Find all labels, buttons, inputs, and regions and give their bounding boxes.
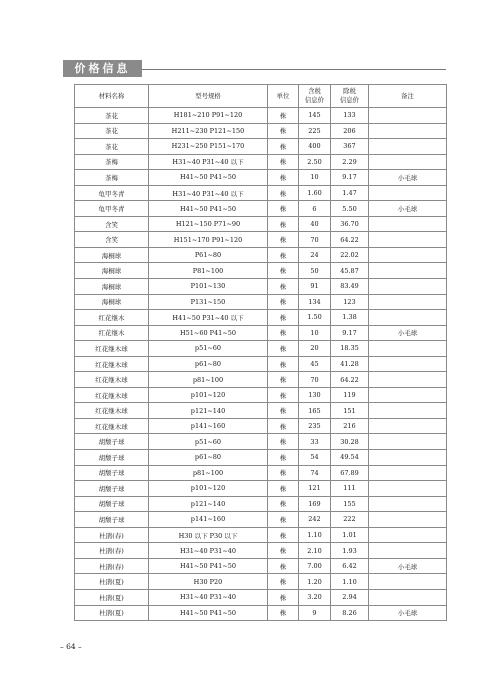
cell-material-name: 海桐球 bbox=[75, 294, 149, 310]
cell-notax-price: 1.38 bbox=[331, 310, 369, 326]
cell-notax-price: 45.87 bbox=[331, 263, 369, 279]
cell-spec: H121~150 P71~90 bbox=[149, 216, 268, 232]
cell-unit: 株 bbox=[268, 543, 299, 559]
cell-note bbox=[369, 418, 447, 434]
cell-note: 小毛球 bbox=[369, 170, 447, 186]
cell-unit: 株 bbox=[268, 496, 299, 512]
table-row bbox=[75, 170, 447, 186]
cell-tax-price: 24 bbox=[299, 247, 331, 263]
cell-unit: 株 bbox=[268, 450, 299, 466]
cell-tax-price: 1.60 bbox=[299, 185, 331, 201]
cell-material-name: 茶梅 bbox=[75, 154, 149, 170]
cell-spec: p81~100 bbox=[149, 372, 268, 388]
cell-notax-price: 133 bbox=[331, 108, 369, 124]
cell-spec: H231~250 P151~170 bbox=[149, 139, 268, 155]
table-row bbox=[75, 310, 447, 326]
header-notax-line1: 除税 bbox=[343, 87, 356, 95]
price-table bbox=[74, 84, 447, 621]
cell-note bbox=[369, 139, 447, 155]
cell-spec: H211~230 P121~150 bbox=[149, 123, 268, 139]
cell-note bbox=[369, 154, 447, 170]
cell-tax-price: 2.50 bbox=[299, 154, 331, 170]
table-row bbox=[75, 418, 447, 434]
cell-notax-price: 9.17 bbox=[331, 170, 369, 186]
cell-note: 小毛球 bbox=[369, 605, 447, 621]
cell-tax-price: 10 bbox=[299, 170, 331, 186]
table-row bbox=[75, 356, 447, 372]
cell-spec: P61~80 bbox=[149, 247, 268, 263]
cell-notax-price: 64.22 bbox=[331, 372, 369, 388]
table-row bbox=[75, 232, 447, 248]
cell-note bbox=[369, 450, 447, 466]
table-row bbox=[75, 294, 447, 310]
cell-unit: 株 bbox=[268, 263, 299, 279]
table-row bbox=[75, 558, 447, 574]
cell-tax-price: 1.10 bbox=[299, 527, 331, 543]
table-row bbox=[75, 154, 447, 170]
cell-spec: p141~160 bbox=[149, 512, 268, 528]
cell-unit: 株 bbox=[268, 108, 299, 124]
cell-spec: P131~150 bbox=[149, 294, 268, 310]
cell-unit: 株 bbox=[268, 185, 299, 201]
cell-note bbox=[369, 465, 447, 481]
cell-material-name: 胡颓子球 bbox=[75, 496, 149, 512]
cell-unit: 株 bbox=[268, 325, 299, 341]
header-tax-price bbox=[299, 85, 331, 108]
cell-note bbox=[369, 403, 447, 419]
cell-material-name: 杜鹃(春) bbox=[75, 543, 149, 559]
cell-notax-price: 49.54 bbox=[331, 450, 369, 466]
cell-material-name: 杜鹃(春) bbox=[75, 558, 149, 574]
cell-notax-price: 67.89 bbox=[331, 465, 369, 481]
cell-spec: H181~210 P91~120 bbox=[149, 108, 268, 124]
cell-unit: 株 bbox=[268, 341, 299, 357]
table-row bbox=[75, 527, 447, 543]
cell-notax-price: 123 bbox=[331, 294, 369, 310]
cell-unit: 株 bbox=[268, 232, 299, 248]
cell-notax-price: 216 bbox=[331, 418, 369, 434]
cell-note bbox=[369, 481, 447, 497]
cell-tax-price: 225 bbox=[299, 123, 331, 139]
cell-note bbox=[369, 263, 447, 279]
cell-unit: 株 bbox=[268, 154, 299, 170]
cell-spec: p101~120 bbox=[149, 481, 268, 497]
cell-material-name: 杜鹃(夏) bbox=[75, 589, 149, 605]
table-row bbox=[75, 403, 447, 419]
cell-spec: H31~40 P31~40 bbox=[149, 589, 268, 605]
cell-tax-price: 400 bbox=[299, 139, 331, 155]
cell-unit: 株 bbox=[268, 170, 299, 186]
cell-note bbox=[369, 512, 447, 528]
cell-unit: 株 bbox=[268, 527, 299, 543]
header-spec: 型号规格 bbox=[149, 85, 268, 108]
cell-material-name: 龟甲冬青 bbox=[75, 185, 149, 201]
cell-spec: p81~100 bbox=[149, 465, 268, 481]
cell-unit: 株 bbox=[268, 310, 299, 326]
section-title: 价格信息 bbox=[63, 60, 142, 77]
cell-notax-price: 1.10 bbox=[331, 574, 369, 590]
cell-material-name: 红花继木球 bbox=[75, 418, 149, 434]
cell-material-name: 红花继木球 bbox=[75, 403, 149, 419]
table-row bbox=[75, 574, 447, 590]
cell-notax-price: 1.47 bbox=[331, 185, 369, 201]
cell-tax-price: 121 bbox=[299, 481, 331, 497]
cell-tax-price: 169 bbox=[299, 496, 331, 512]
cell-tax-price: 235 bbox=[299, 418, 331, 434]
table-row bbox=[75, 201, 447, 217]
cell-unit: 株 bbox=[268, 434, 299, 450]
cell-spec: H51~60 P41~50 bbox=[149, 325, 268, 341]
table-row bbox=[75, 123, 447, 139]
cell-material-name: 胡颓子球 bbox=[75, 450, 149, 466]
cell-spec: p61~80 bbox=[149, 356, 268, 372]
cell-notax-price: 111 bbox=[331, 481, 369, 497]
cell-material-name: 红花继木球 bbox=[75, 356, 149, 372]
cell-notax-price: 119 bbox=[331, 387, 369, 403]
cell-material-name: 杜鹃(春) bbox=[75, 527, 149, 543]
cell-spec: H151~170 P91~120 bbox=[149, 232, 268, 248]
table-row bbox=[75, 543, 447, 559]
cell-tax-price: 242 bbox=[299, 512, 331, 528]
cell-unit: 株 bbox=[268, 574, 299, 590]
cell-note bbox=[369, 589, 447, 605]
cell-note bbox=[369, 232, 447, 248]
cell-notax-price: 367 bbox=[331, 139, 369, 155]
cell-spec: H31~40 P31~40 以下 bbox=[149, 185, 268, 201]
cell-spec: p51~60 bbox=[149, 434, 268, 450]
cell-material-name: 杜鹃(夏) bbox=[75, 574, 149, 590]
cell-notax-price: 222 bbox=[331, 512, 369, 528]
cell-unit: 株 bbox=[268, 294, 299, 310]
table-row bbox=[75, 247, 447, 263]
cell-note bbox=[369, 247, 447, 263]
cell-material-name: 胡颓子球 bbox=[75, 512, 149, 528]
cell-tax-price: 165 bbox=[299, 403, 331, 419]
cell-unit: 株 bbox=[268, 123, 299, 139]
cell-notax-price: 83.49 bbox=[331, 279, 369, 295]
cell-notax-price: 1.01 bbox=[331, 527, 369, 543]
cell-tax-price: 45 bbox=[299, 356, 331, 372]
cell-notax-price: 36.70 bbox=[331, 216, 369, 232]
header-material-name: 材料名称 bbox=[75, 85, 149, 108]
cell-note bbox=[369, 341, 447, 357]
cell-material-name: 海桐球 bbox=[75, 263, 149, 279]
cell-note bbox=[369, 434, 447, 450]
cell-tax-price: 74 bbox=[299, 465, 331, 481]
table-row bbox=[75, 108, 447, 124]
cell-material-name: 含笑 bbox=[75, 216, 149, 232]
cell-note bbox=[369, 574, 447, 590]
page-number: – 64 – bbox=[60, 642, 82, 651]
cell-material-name: 红花继木球 bbox=[75, 387, 149, 403]
cell-tax-price: 1.50 bbox=[299, 310, 331, 326]
cell-spec: H31~40 P31~40 以下 bbox=[149, 154, 268, 170]
cell-tax-price: 6 bbox=[299, 201, 331, 217]
cell-spec: p101~120 bbox=[149, 387, 268, 403]
table-row bbox=[75, 185, 447, 201]
cell-material-name: 胡颓子球 bbox=[75, 434, 149, 450]
cell-tax-price: 33 bbox=[299, 434, 331, 450]
cell-material-name: 茶花 bbox=[75, 108, 149, 124]
cell-material-name: 胡颓子球 bbox=[75, 481, 149, 497]
table-row bbox=[75, 589, 447, 605]
cell-unit: 株 bbox=[268, 279, 299, 295]
cell-note: 小毛球 bbox=[369, 201, 447, 217]
cell-note bbox=[369, 527, 447, 543]
cell-spec: p141~160 bbox=[149, 418, 268, 434]
cell-note bbox=[369, 108, 447, 124]
cell-unit: 株 bbox=[268, 481, 299, 497]
cell-notax-price: 9.17 bbox=[331, 325, 369, 341]
cell-unit: 株 bbox=[268, 372, 299, 388]
cell-spec: p121~140 bbox=[149, 403, 268, 419]
cell-notax-price: 2.94 bbox=[331, 589, 369, 605]
cell-unit: 株 bbox=[268, 356, 299, 372]
cell-tax-price: 134 bbox=[299, 294, 331, 310]
header-notax-line2: 信息价 bbox=[339, 96, 360, 104]
cell-note bbox=[369, 496, 447, 512]
cell-spec: P101~130 bbox=[149, 279, 268, 295]
cell-note bbox=[369, 294, 447, 310]
cell-tax-price: 1.20 bbox=[299, 574, 331, 590]
cell-material-name: 红花继木 bbox=[75, 325, 149, 341]
table-row bbox=[75, 496, 447, 512]
cell-notax-price: 41.28 bbox=[331, 356, 369, 372]
cell-note bbox=[369, 216, 447, 232]
table-row bbox=[75, 387, 447, 403]
section-header bbox=[63, 60, 446, 77]
cell-spec: p121~140 bbox=[149, 496, 268, 512]
cell-note: 小毛球 bbox=[369, 325, 447, 341]
table-row bbox=[75, 216, 447, 232]
cell-notax-price: 64.22 bbox=[331, 232, 369, 248]
cell-material-name: 茶梅 bbox=[75, 170, 149, 186]
cell-material-name: 红花继木 bbox=[75, 310, 149, 326]
cell-tax-price: 70 bbox=[299, 372, 331, 388]
table-row bbox=[75, 139, 447, 155]
cell-unit: 株 bbox=[268, 201, 299, 217]
cell-material-name: 茶花 bbox=[75, 139, 149, 155]
cell-note bbox=[369, 356, 447, 372]
header-notax-price bbox=[331, 85, 369, 108]
cell-note bbox=[369, 310, 447, 326]
cell-spec: p51~60 bbox=[149, 341, 268, 357]
table-row bbox=[75, 263, 447, 279]
cell-note bbox=[369, 387, 447, 403]
cell-notax-price: 6.42 bbox=[331, 558, 369, 574]
cell-notax-price: 2.29 bbox=[331, 154, 369, 170]
cell-spec: H31~40 P31~40 bbox=[149, 543, 268, 559]
cell-material-name: 龟甲冬青 bbox=[75, 201, 149, 217]
cell-tax-price: 50 bbox=[299, 263, 331, 279]
cell-spec: H30 P20 bbox=[149, 574, 268, 590]
cell-tax-price: 91 bbox=[299, 279, 331, 295]
cell-spec: H41~50 P41~50 bbox=[149, 605, 268, 621]
cell-unit: 株 bbox=[268, 247, 299, 263]
cell-notax-price: 18.35 bbox=[331, 341, 369, 357]
cell-tax-price: 20 bbox=[299, 341, 331, 357]
cell-unit: 株 bbox=[268, 605, 299, 621]
table-row bbox=[75, 605, 447, 621]
cell-notax-price: 22.02 bbox=[331, 247, 369, 263]
cell-material-name: 海桐球 bbox=[75, 247, 149, 263]
cell-note bbox=[369, 372, 447, 388]
cell-spec: H41~50 P41~50 bbox=[149, 170, 268, 186]
price-table-body bbox=[75, 108, 447, 621]
cell-tax-price: 9 bbox=[299, 605, 331, 621]
header-tax-line1: 含税 bbox=[308, 87, 321, 95]
cell-notax-price: 206 bbox=[331, 123, 369, 139]
cell-notax-price: 155 bbox=[331, 496, 369, 512]
header-unit: 单位 bbox=[268, 85, 299, 108]
cell-unit: 株 bbox=[268, 387, 299, 403]
table-row bbox=[75, 325, 447, 341]
table-row bbox=[75, 481, 447, 497]
cell-unit: 株 bbox=[268, 465, 299, 481]
cell-material-name: 含笑 bbox=[75, 232, 149, 248]
table-row bbox=[75, 450, 447, 466]
cell-material-name: 红花继木球 bbox=[75, 372, 149, 388]
cell-note bbox=[369, 123, 447, 139]
cell-spec: p61~80 bbox=[149, 450, 268, 466]
cell-unit: 株 bbox=[268, 558, 299, 574]
cell-notax-price: 1.93 bbox=[331, 543, 369, 559]
cell-unit: 株 bbox=[268, 589, 299, 605]
cell-unit: 株 bbox=[268, 139, 299, 155]
cell-material-name: 海桐球 bbox=[75, 279, 149, 295]
table-row bbox=[75, 372, 447, 388]
table-row bbox=[75, 512, 447, 528]
cell-notax-price: 151 bbox=[331, 403, 369, 419]
cell-tax-price: 3.20 bbox=[299, 589, 331, 605]
cell-note bbox=[369, 543, 447, 559]
cell-notax-price: 30.28 bbox=[331, 434, 369, 450]
cell-spec: P81~100 bbox=[149, 263, 268, 279]
cell-note bbox=[369, 185, 447, 201]
cell-unit: 株 bbox=[268, 403, 299, 419]
header-tax-line2: 信息价 bbox=[304, 96, 325, 104]
table-row bbox=[75, 341, 447, 357]
cell-tax-price: 7.00 bbox=[299, 558, 331, 574]
cell-tax-price: 40 bbox=[299, 216, 331, 232]
table-row bbox=[75, 465, 447, 481]
cell-tax-price: 70 bbox=[299, 232, 331, 248]
table-row bbox=[75, 279, 447, 295]
cell-material-name: 胡颓子球 bbox=[75, 465, 149, 481]
cell-tax-price: 145 bbox=[299, 108, 331, 124]
cell-note bbox=[369, 279, 447, 295]
cell-tax-price: 54 bbox=[299, 450, 331, 466]
cell-notax-price: 8.26 bbox=[331, 605, 369, 621]
cell-spec: H41~50 P41~50 bbox=[149, 201, 268, 217]
cell-tax-price: 130 bbox=[299, 387, 331, 403]
cell-tax-price: 2.10 bbox=[299, 543, 331, 559]
cell-spec: H30 以下 P30 以下 bbox=[149, 527, 268, 543]
cell-material-name: 杜鹃(夏) bbox=[75, 605, 149, 621]
cell-material-name: 茶花 bbox=[75, 123, 149, 139]
cell-notax-price: 5.50 bbox=[331, 201, 369, 217]
cell-unit: 株 bbox=[268, 418, 299, 434]
section-divider bbox=[142, 69, 446, 70]
cell-material-name: 红花继木球 bbox=[75, 341, 149, 357]
cell-spec: H41~50 P31~40 以下 bbox=[149, 310, 268, 326]
table-header-row bbox=[75, 85, 447, 108]
cell-tax-price: 10 bbox=[299, 325, 331, 341]
cell-note: 小毛球 bbox=[369, 558, 447, 574]
table-row bbox=[75, 434, 447, 450]
cell-unit: 株 bbox=[268, 216, 299, 232]
cell-spec: H41~50 P41~50 bbox=[149, 558, 268, 574]
header-note: 备注 bbox=[369, 85, 447, 108]
cell-unit: 株 bbox=[268, 512, 299, 528]
